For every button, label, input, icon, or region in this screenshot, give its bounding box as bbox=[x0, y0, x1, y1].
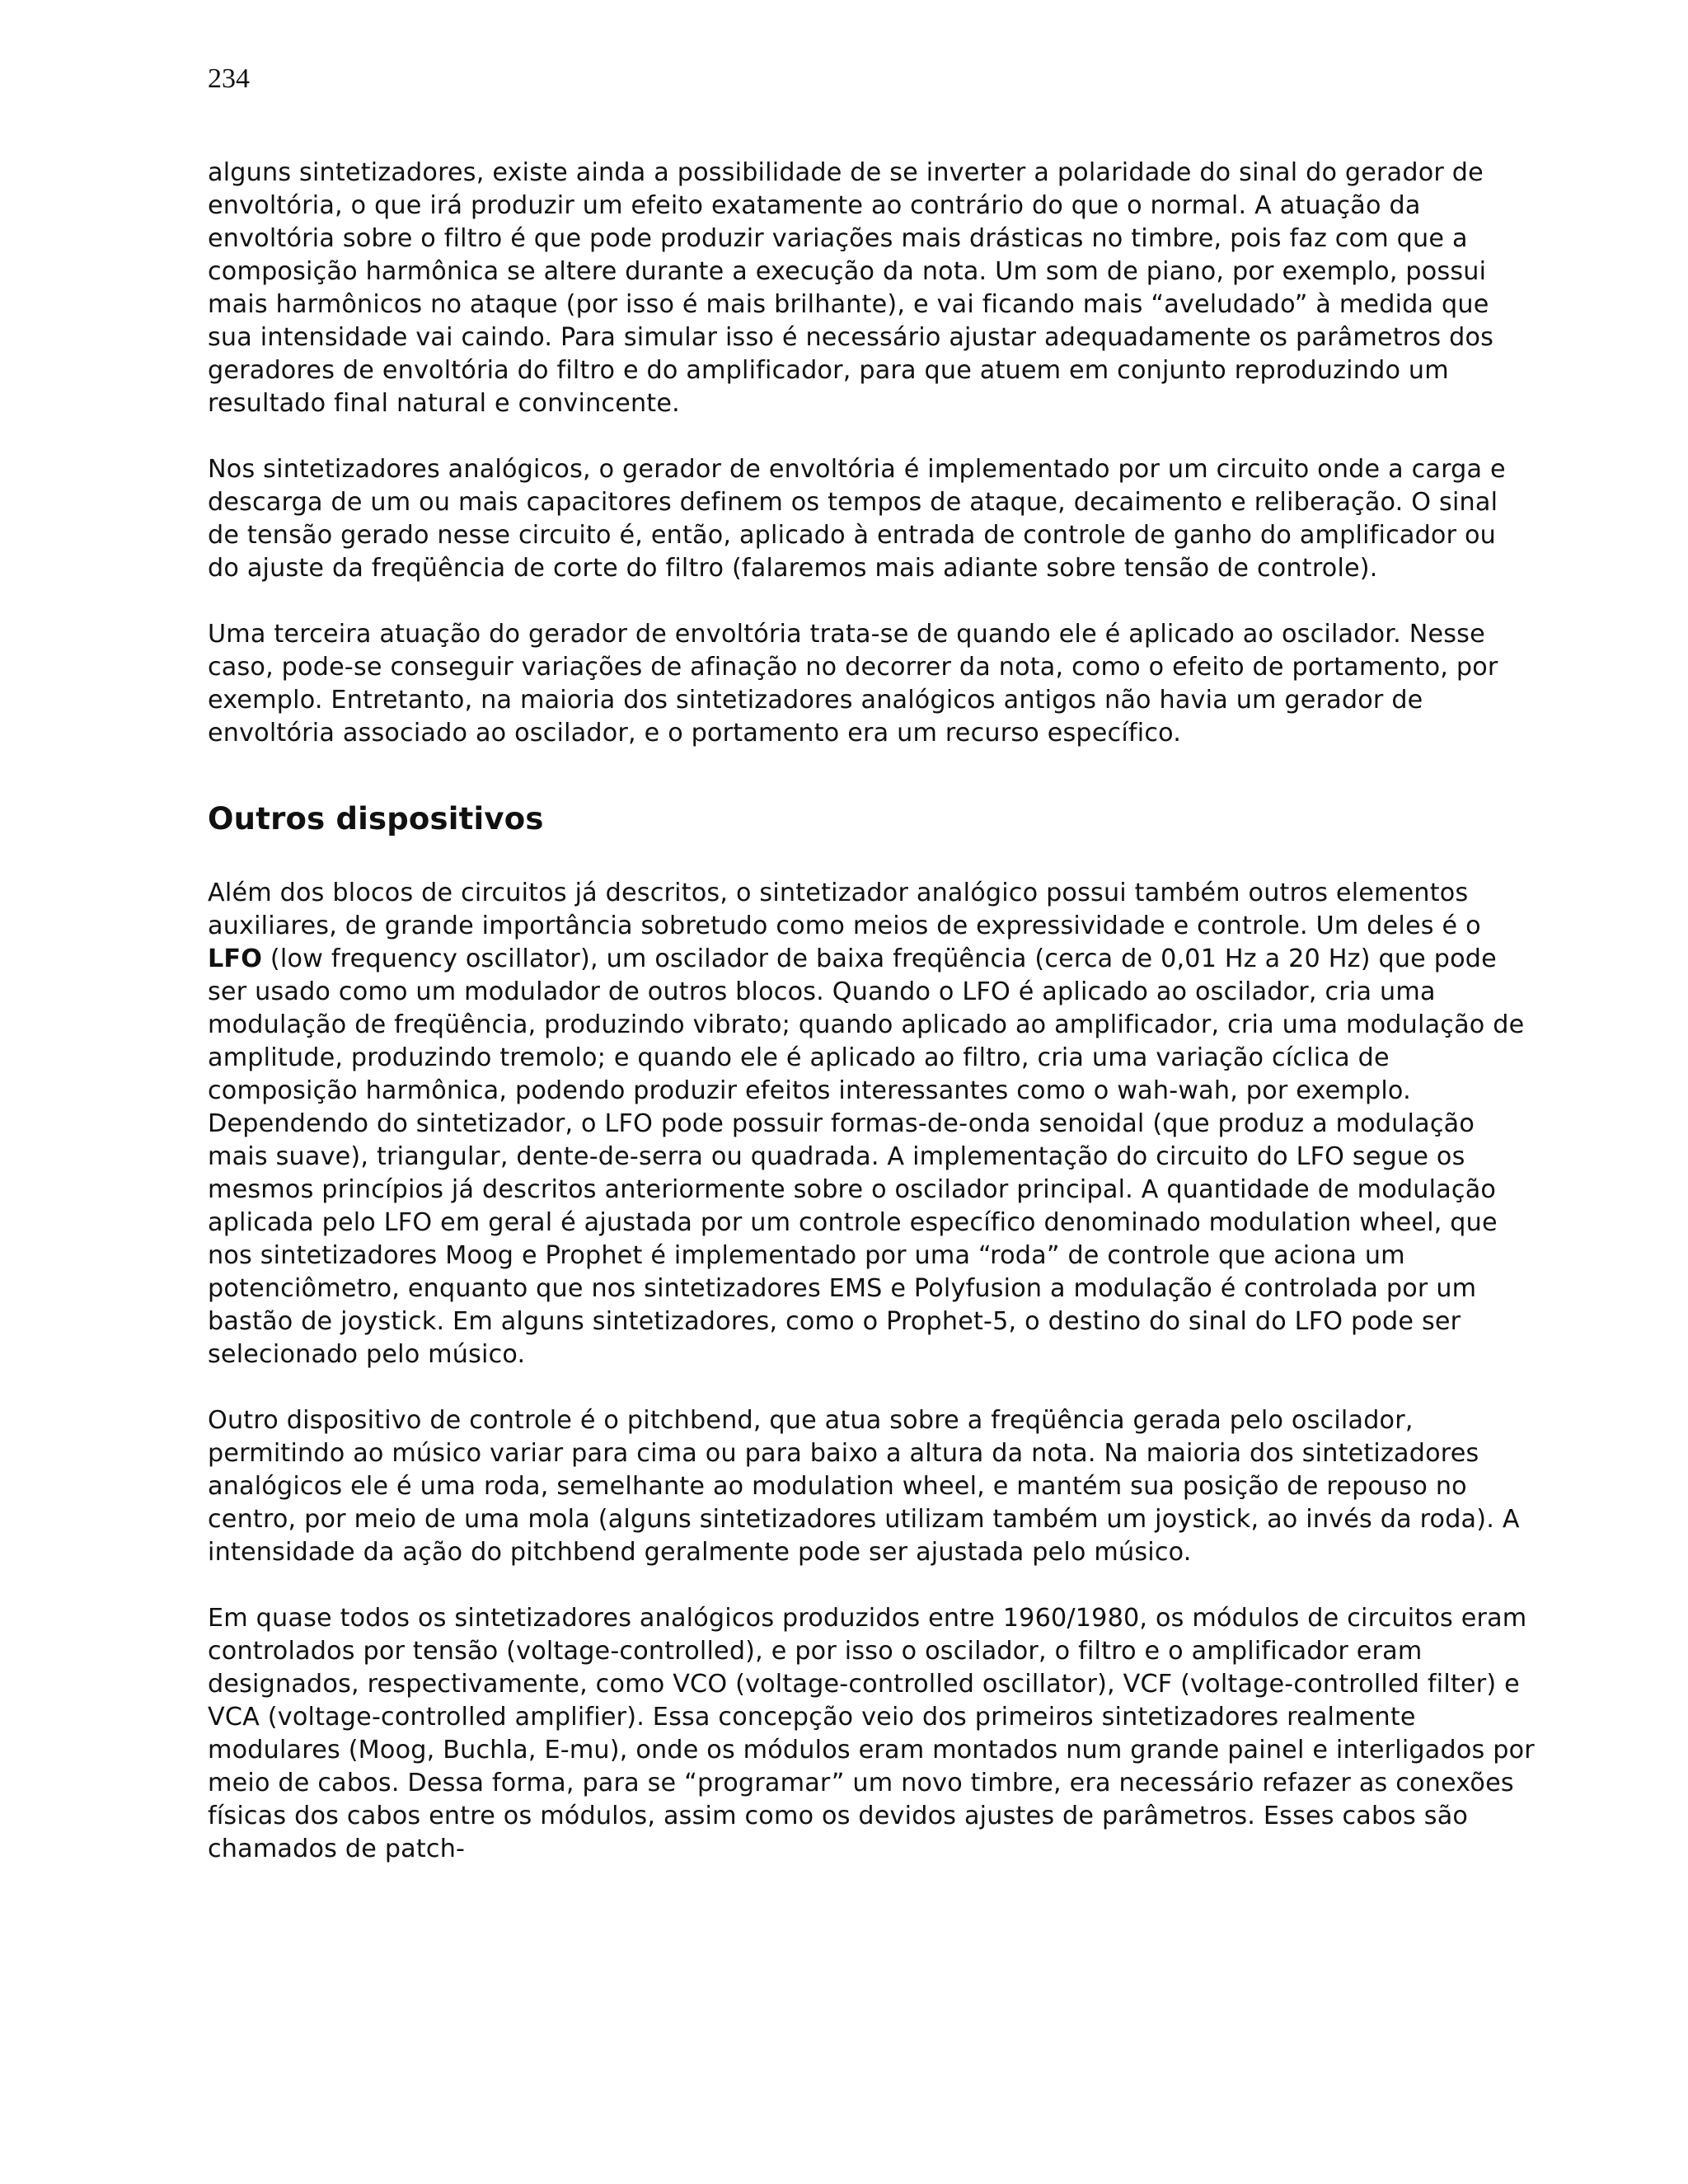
paragraph-lfo-rest: (low frequency oscillator), um oscilador de baixa freqüência (cerca de 0,01 Hz a 20 Hz) que pode ser usado como um modulador de outros blocos. Quando o LFO é aplicado ao oscilador, cria uma modulação de freqüência, produzindo vibrato; quando aplicado ao amplificador, cria uma modulação de amplitude, produzindo tremolo; e quando ele é aplicado ao filtro, cria uma variação cíclica de composição harmônica, podendo produzir efeitos interessantes como o wah-wah, por exemplo. Dependendo do sintetizador, o LFO pode possuir formas-de-onda senoidal (que produz a modulação mais suave), triangular, dente-de-serra ou quadrada. A implementação do circuito do LFO segue os mesmos princípios já descritos anteriormente sobre o oscilador principal. A quantidade de modulação aplicada pelo LFO em geral é ajustada por um controle específico denominado modulation wheel, que nos sintetizadores Moog e Prophet é implementado por uma “roda” de controle que aciona um potenciômetro, enquanto que nos sintetizadores EMS e Polyfusion a modulação é controlada por um bastão de joystick. Em alguns sintetizadores, como o Prophet-5, o destino do sinal do LFO pode ser selecionado pelo músico. bbox=[208, 944, 1525, 1369]
page-number: 234 bbox=[208, 63, 250, 94]
paragraph-envelope-oscillator: Uma terceira atuação do gerador de envoltória trata-se de quando ele é aplicado ao oscilador. Nesse caso, pode-se conseguir variações de afinação no decorrer da nota, como o efeito de portamento, por exemplo. Entretanto, na maioria dos sintetizadores analógicos antigos não havia um gerador de envoltória associado ao oscilador, e o portamento era um recurso específico. bbox=[208, 620, 1498, 748]
paragraph-voltage-control: Em quase todos os sintetizadores analógicos produzidos entre 1960/1980, os módulos de circuitos eram controlados por tensão (voltage-controlled), e por isso o oscilador, o filtro e o amplificador eram designados, respectivamente, como VCO (voltage-controlled oscillator), VCF (voltage-controlled filter) e VCA (voltage-controlled amplifier). Essa concepção veio dos primeiros sintetizadores realmente modulares (Moog, Buchla, E-mu), onde os módulos eram montados num grande painel e interligados por meio de cabos. Dessa forma, para se “programar” um novo timbre, era necessário refazer as conexões físicas dos cabos entre os módulos, assim como os devidos ajustes de parâmetros. Esses cabos são chamados de patch- bbox=[208, 1604, 1535, 1863]
page-body bbox=[208, 157, 1535, 1899]
paragraph-lfo-intro: Além dos blocos de circuitos já descritos, o sintetizador analógico possui também outros elementos auxiliares, de grande importância sobretudo como meios de expressividade e controle. Um deles é o bbox=[208, 879, 1481, 940]
paragraph-envelope-polarity: alguns sintetizadores, existe ainda a possibilidade de se inverter a polaridade do sinal do gerador de envoltória, o que irá produzir um efeito exatamente ao contrário do que o normal. A atuação da envoltória sobre o filtro é que pode produzir variações mais drásticas no timbre, pois faz com que a composição harmônica se altere durante a execução da nota. Um som de piano, por exemplo, possui mais harmônicos no ataque (por isso é mais brilhante), e vai ficando mais “aveludado” à medida que sua intensidade vai caindo. Para simular isso é necessário ajustar adequadamente os parâmetros dos geradores de envoltória do filtro e do amplificador, para que atuem em conjunto reproduzindo um resultado final natural e convincente. bbox=[208, 158, 1494, 418]
paragraph-pitchbend: Outro dispositivo de controle é o pitchbend, que atua sobre a freqüência gerada pelo oscilador, permitindo ao músico variar para cima ou para baixo a altura da nota. Na maioria dos sintetizadores analógicos ele é uma roda, semelhante ao modulation wheel, e mantém sua posição de repouso no centro, por meio de uma mola (alguns sintetizadores utilizam também um joystick, ao invés da roda). A intensidade da ação do pitchbend geralmente pode ser ajustada pelo músico. bbox=[208, 1406, 1520, 1567]
lfo-term: LFO bbox=[208, 944, 263, 973]
paragraph-lfo bbox=[208, 877, 1535, 1371]
paragraph-envelope-circuit: Nos sintetizadores analógicos, o gerador de envoltória é implementado por um circuito onde a carga e descarga de um ou mais capacitores definem os tempos de ataque, decaimento e reliberação. O sinal de tensão gerado nesse circuito é, então, aplicado à entrada de controle de ganho do amplificador ou do ajuste da freqüência de corte do filtro (falaremos mais adiante sobre tensão de controle). bbox=[208, 455, 1506, 583]
section-heading: Outros dispositivos bbox=[208, 801, 544, 837]
